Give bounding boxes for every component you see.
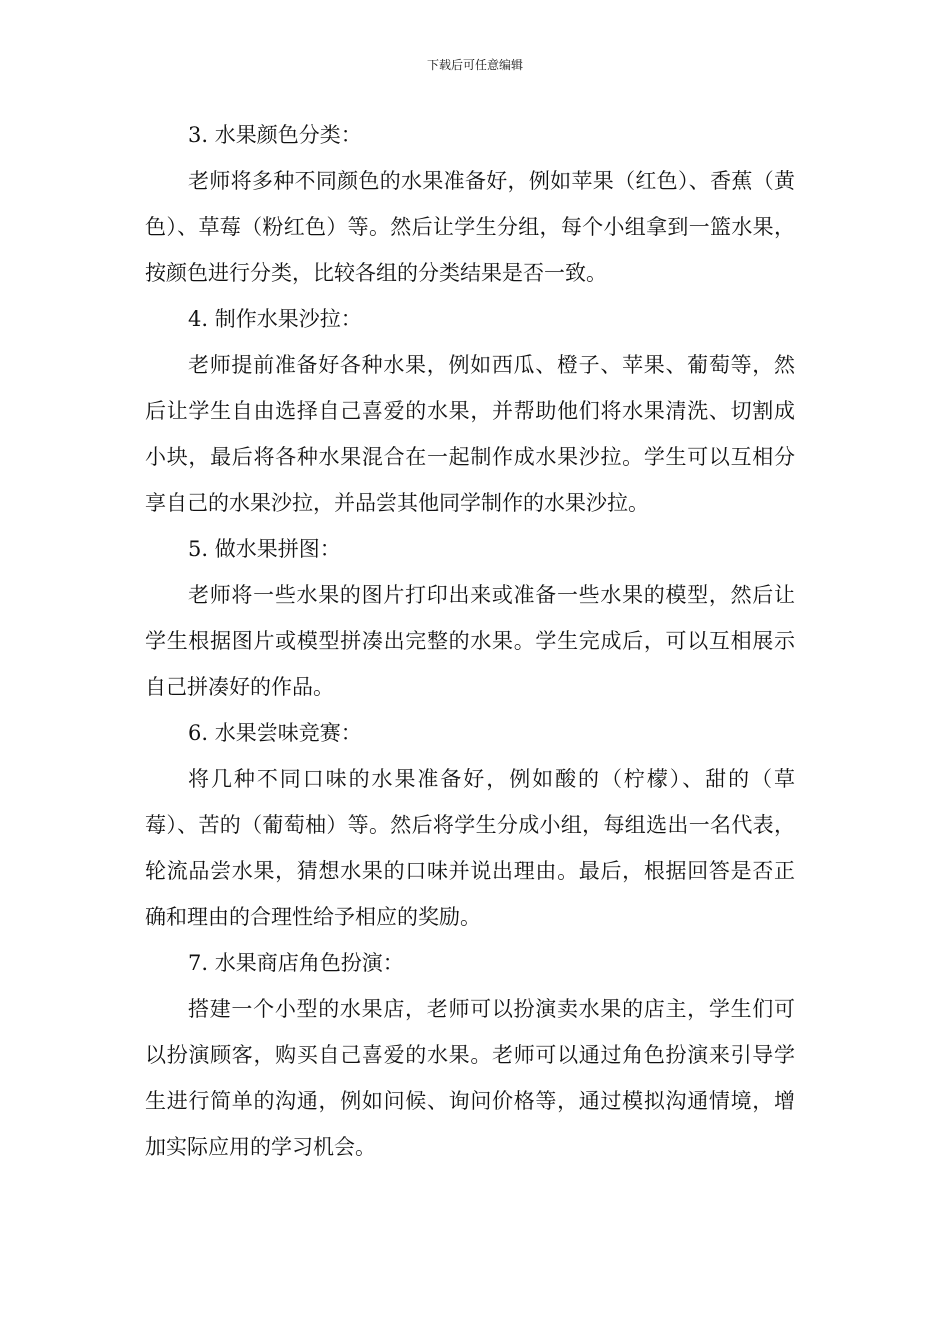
section-body-6: 将几种不同口味的水果准备好，例如酸的（柠檬）、甜的（草莓）、苦的（葡萄柚）等。然后将学生分成小组，每组选出一名代表，轮流品尝水果，猜想水果的口味并说出理由。最后，根据回答是否正确和理由的合理性给予相应的奖励。 bbox=[145, 767, 795, 929]
section-body-3: 老师将多种不同颜色的水果准备好，例如苹果（红色）、香蕉（黄色）、草莓（粉红色）等。然后让学生分组，每个小组拿到一篮水果，按颜色进行分类，比较各组的分类结果是否一致。 bbox=[145, 169, 795, 285]
page-header: 下载后可任意编辑 bbox=[426, 58, 523, 72]
section-heading-6: 6. 水果尝味竞赛： bbox=[188, 721, 362, 745]
document-body bbox=[145, 112, 795, 1170]
section-body-5: 老师将一些水果的图片打印出来或准备一些水果的模型，然后让学生根据图片或模型拼凑出完整的水果。学生完成后，可以互相展示自己拼凑好的作品。 bbox=[145, 583, 795, 699]
section-heading-7: 7. 水果商店角色扮演： bbox=[188, 951, 404, 975]
section-body-4: 老师提前准备好各种水果，例如西瓜、橙子、苹果、葡萄等，然后让学生自由选择自己喜爱的水果，并帮助他们将水果清洗、切割成小块，最后将各种水果混合在一起制作成水果沙拉。学生可以互相分享自己的水果沙拉，并品尝其他同学制作的水果沙拉。 bbox=[145, 353, 795, 515]
section-heading-4: 4. 制作水果沙拉： bbox=[188, 307, 362, 331]
section-heading-5: 5. 做水果拼图： bbox=[188, 537, 341, 561]
section-heading-3: 3. 水果颜色分类： bbox=[188, 123, 362, 147]
section-body-7: 搭建一个小型的水果店，老师可以扮演卖水果的店主，学生们可以扮演顾客，购买自己喜爱的水果。老师可以通过角色扮演来引导学生进行简单的沟通，例如问候、询问价格等，通过模拟沟通情境，增加实际应用的学习机会。 bbox=[145, 997, 795, 1159]
